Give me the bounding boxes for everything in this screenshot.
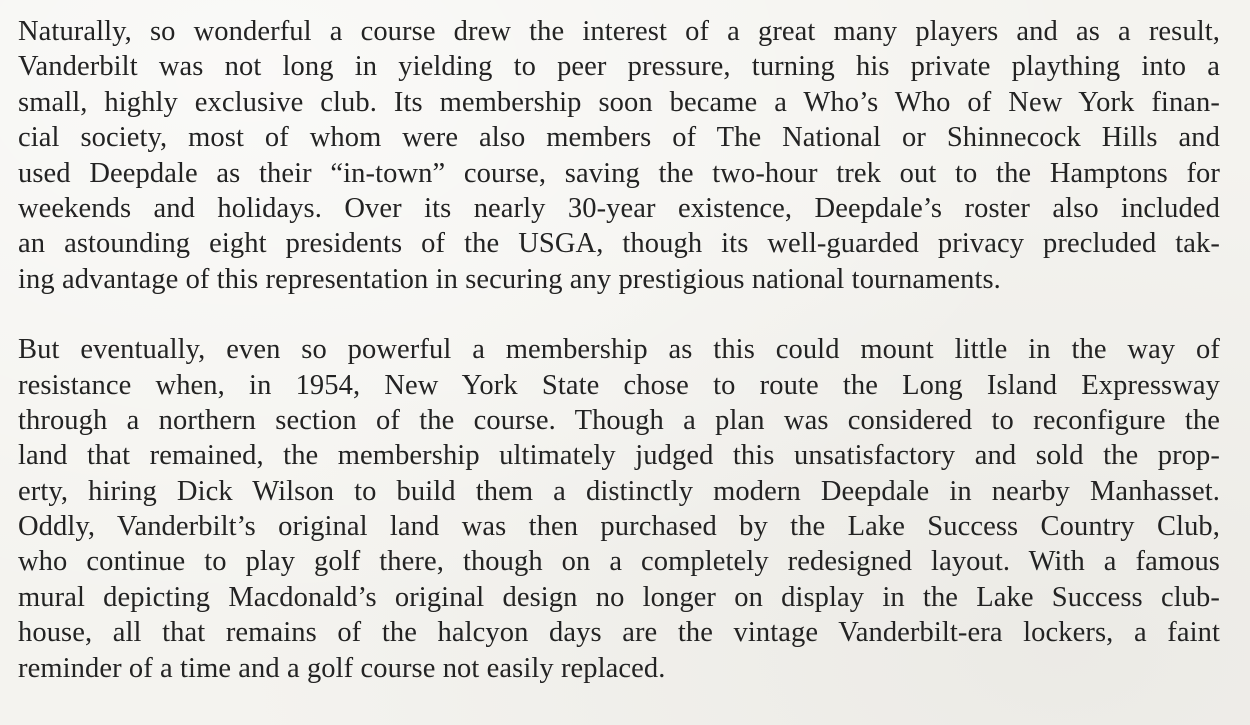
text-line: house, all that remains of the halcyon days are the vintage Vanderbilt-era lockers, a faint bbox=[18, 617, 1220, 649]
text-line: ing advantage of this representation in securing any prestigious national tournaments. bbox=[18, 263, 1001, 295]
text-line: mural depicting Macdonald’s original design no longer on display in the Lake Success club- bbox=[18, 581, 1220, 613]
text-line: cial society, most of whom were also members of The National or Shinnecock Hills and bbox=[18, 122, 1220, 154]
text-line: Oddly, Vanderbilt’s original land was then purchased by the Lake Success Country Club, bbox=[18, 511, 1220, 543]
document-page bbox=[18, 14, 1220, 686]
text-line: small, highly exclusive club. Its membership soon became a Who’s Who of New York finan- bbox=[18, 86, 1220, 118]
text-line: who continue to play golf there, though on a completely redesigned layout. With a famous bbox=[18, 546, 1220, 578]
text-line: Vanderbilt was not long in yielding to peer pressure, turning his private plaything into a bbox=[18, 51, 1220, 83]
text-line: used Deepdale as their “in-town” course, saving the two-hour trek out to the Hamptons for bbox=[18, 157, 1220, 189]
text-line: resistance when, in 1954, New York State chose to route the Long Island Expressway bbox=[18, 369, 1220, 401]
text-line: erty, hiring Dick Wilson to build them a distinctly modern Deepdale in nearby Manhasset. bbox=[18, 475, 1220, 507]
text-line: Naturally, so wonderful a course drew the interest of a great many players and as a result, bbox=[18, 16, 1220, 47]
text-line: weekends and holidays. Over its nearly 30-year existence, Deepdale’s roster also included bbox=[18, 192, 1220, 224]
text-line: But eventually, even so powerful a membership as this could mount little in the way of bbox=[18, 334, 1220, 366]
text-line: an astounding eight presidents of the USGA, though its well-guarded privacy precluded tak- bbox=[18, 228, 1220, 260]
paragraph-deepdale-membership bbox=[18, 14, 1220, 297]
text-line: through a northern section of the course. Though a plan was considered to reconfigure the bbox=[18, 404, 1220, 436]
text-line: reminder of a time and a golf course not easily replaced. bbox=[18, 652, 666, 684]
text-line: land that remained, the membership ultimately judged this unsatisfactory and sold the prop- bbox=[18, 440, 1220, 472]
paragraph-deepdale-relocation bbox=[18, 332, 1220, 686]
